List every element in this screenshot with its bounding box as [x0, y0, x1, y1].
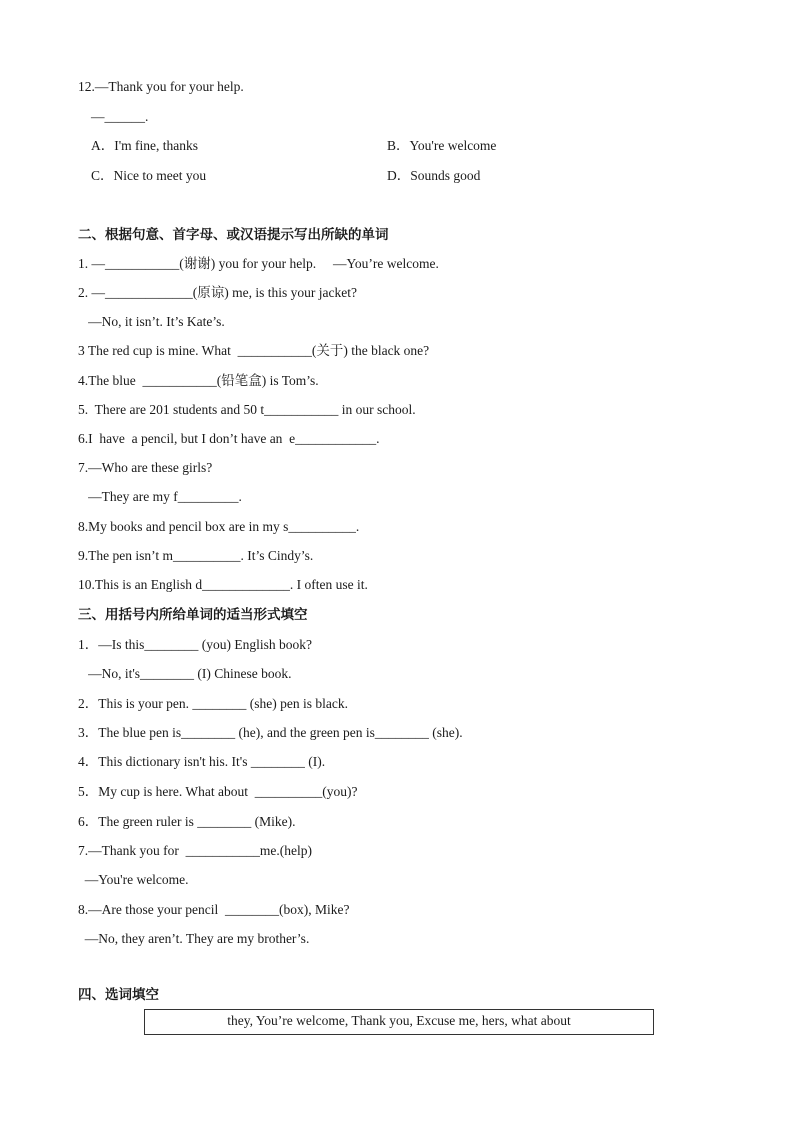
section2-line: 8.My books and pencil box are in my s__________. — [78, 519, 360, 534]
section3-line: 2．This is your pen. ________ (she) pen is black. — [78, 696, 348, 711]
section2-line: 3 The red cup is mine. What ___________(关于) the black one? — [78, 343, 430, 358]
word-bank-box: they, You’re welcome, Thank you, Excuse me, hers, what about — [144, 1009, 654, 1035]
section2-line: —No, it isn’t. It’s Kate’s. — [78, 314, 225, 329]
section3-line: 4．This dictionary isn't his. It's ________ (I). — [78, 754, 326, 769]
q12-option-b: B．You're welcome — [387, 138, 497, 153]
section2-line: 9.The pen isn’t m__________. It’s Cindy’s. — [78, 548, 314, 563]
section3-line: —You're welcome. — [78, 872, 189, 887]
q12-stem: 12.—Thank you for your help. — [78, 79, 244, 94]
section2-line: 10.This is an English d_____________. I often use it. — [78, 577, 368, 592]
section3-line: 5．My cup is here. What about __________(you)? — [78, 784, 358, 799]
section2-line: 6.I have a pencil, but I don’t have an e____________. — [78, 431, 380, 446]
q12-option-a: A．I'm fine, thanks — [91, 138, 199, 153]
q12-option-d: D．Sounds good — [387, 168, 481, 183]
section3-line: 3．The blue pen is________ (he), and the green pen is________ (she). — [78, 725, 463, 740]
section2-line: 2. —_____________(原谅) me, is this your jacket? — [78, 285, 357, 300]
q12-answer-blank: —______. — [91, 109, 149, 124]
section2-line: 1. —___________(谢谢) you for your help. —You’re welcome. — [78, 256, 439, 271]
section4-heading: 四、选词填空 — [78, 987, 159, 1003]
section2-line: 4.The blue ___________(铅笔盒) is Tom’s. — [78, 373, 319, 388]
section3-line: 6．The green ruler is ________ (Mike). — [78, 814, 296, 829]
section3-line: —No, it's________ (I) Chinese book. — [78, 666, 292, 681]
section2-line: —They are my f_________. — [78, 489, 242, 504]
section2-heading: 二、根据句意、首字母、或汉语提示写出所缺的单词 — [78, 227, 389, 243]
section3-heading: 三、用括号内所给单词的适当形式填空 — [78, 607, 308, 623]
section2-line: 7.—Who are these girls? — [78, 460, 213, 475]
section3-line: 7.—Thank you for ___________me.(help) — [78, 843, 312, 858]
q12-option-c: C．Nice to meet you — [91, 168, 207, 183]
section2-line: 5. There are 201 students and 50 t___________ in our school. — [78, 402, 416, 417]
section3-line: 1．—Is this________ (you) English book? — [78, 637, 312, 652]
section3-line: —No, they aren’t. They are my brother’s. — [78, 931, 310, 946]
section3-line: 8.—Are those your pencil ________(box), Mike? — [78, 902, 350, 917]
